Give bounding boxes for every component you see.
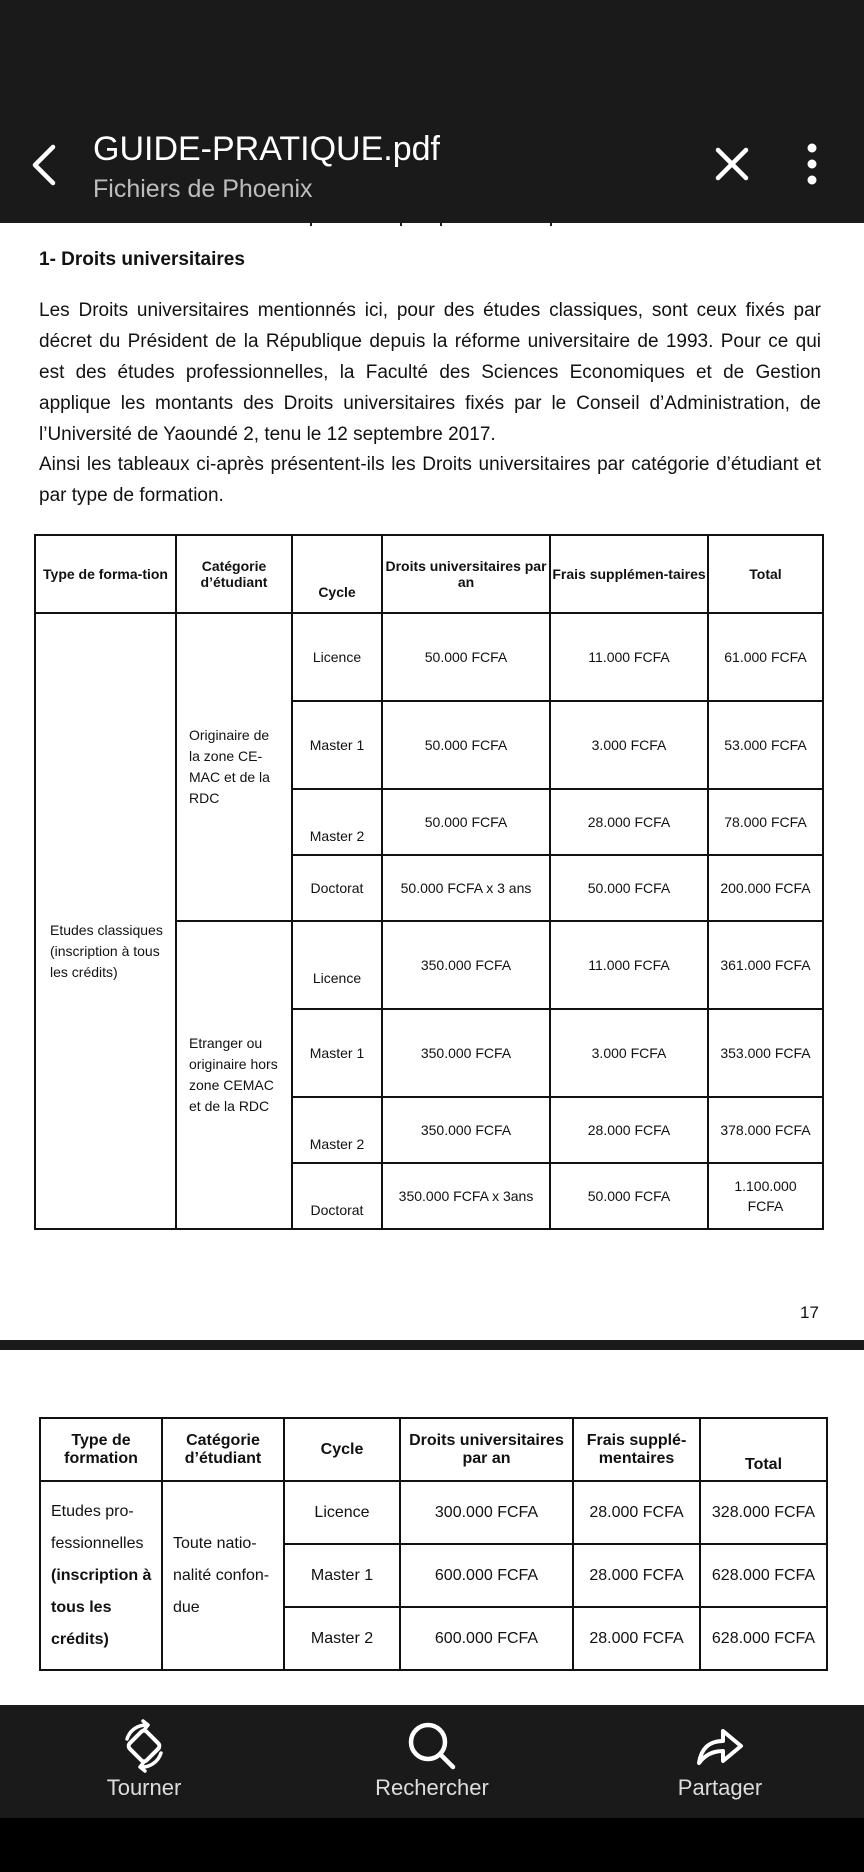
- rotate-icon: [117, 1719, 171, 1773]
- total-cell: 361.000 FCFA: [708, 921, 823, 1009]
- total-cell: 61.000 FCFA: [708, 613, 823, 701]
- frais-cell: 3.000 FCFA: [550, 1009, 708, 1097]
- cropped-text-line: [250, 223, 560, 227]
- table-header: Catégorie d’étudiant: [162, 1418, 284, 1481]
- back-arrow-icon: [29, 143, 59, 187]
- frais-cell: 50.000 FCFA: [550, 1163, 708, 1229]
- section-heading: 1- Droits universitaires: [39, 249, 245, 270]
- droits-cell: 50.000 FCFA: [382, 613, 550, 701]
- droits-cell: 50.000 FCFA: [382, 701, 550, 789]
- type-formation-cell: Etudes pro- fessionnelles (inscription à tous les crédits): [40, 1481, 162, 1670]
- cycle-cell: Licence: [292, 613, 382, 701]
- total-cell: 628.000 FCFA: [700, 1544, 827, 1607]
- table-header: Frais supplémen-taires: [550, 535, 708, 613]
- total-cell: 378.000 FCFA: [708, 1097, 823, 1163]
- table-header: Total: [708, 535, 823, 613]
- frais-cell: 28.000 FCFA: [550, 1097, 708, 1163]
- droits-cell: 50.000 FCFA x 3 ans: [382, 855, 550, 921]
- frais-cell: 3.000 FCFA: [550, 701, 708, 789]
- total-cell: 53.000 FCFA: [708, 701, 823, 789]
- frais-cell: 11.000 FCFA: [550, 613, 708, 701]
- table-header: Cycle: [292, 535, 382, 613]
- document-source: Fichiers de Phoenix: [93, 175, 313, 203]
- table-row: [40, 1481, 827, 1544]
- total-cell: 328.000 FCFA: [700, 1481, 827, 1544]
- rotate-button[interactable]: [84, 1705, 204, 1818]
- frais-cell: 50.000 FCFA: [550, 855, 708, 921]
- more-options-button[interactable]: [792, 138, 832, 190]
- table-header: Cycle: [284, 1418, 400, 1481]
- droits-cell: 350.000 FCFA: [382, 1009, 550, 1097]
- rotate-label: Tourner: [106, 1775, 182, 1800]
- cycle-cell: Doctorat: [292, 855, 382, 921]
- droits-cell: 350.000 FCFA: [382, 921, 550, 1009]
- cycle-cell: Master 1: [292, 701, 382, 789]
- back-button[interactable]: [22, 140, 66, 190]
- droits-cell: 600.000 FCFA: [400, 1607, 573, 1670]
- droits-cell: 350.000 FCFA: [382, 1097, 550, 1163]
- share-icon: [693, 1719, 747, 1773]
- search-icon: [405, 1719, 459, 1773]
- table-row: [35, 613, 823, 701]
- table-header-row: [35, 535, 823, 613]
- more-vert-icon: [806, 143, 818, 185]
- system-nav-area: [0, 1818, 864, 1872]
- frais-cell: 28.000 FCFA: [573, 1607, 700, 1670]
- table-header: Droits universitaires par an: [400, 1418, 573, 1481]
- frais-cell: 28.000 FCFA: [573, 1481, 700, 1544]
- frais-cell: 28.000 FCFA: [550, 789, 708, 855]
- document-title: GUIDE-PRATIQUE.pdf: [93, 130, 440, 168]
- page-number: 17: [800, 1303, 819, 1322]
- cycle-cell: Master 2: [292, 1097, 382, 1163]
- category-cell: Etranger ou originaire hors zone CEMAC et de la RDC: [176, 921, 292, 1229]
- paragraph: Les Droits universitaires mentionnés ici, pour des études classiques, sont ceux fixés par décret du Président de la République depuis la réforme universitaire de 1993. Pour ce qui est des études professionnelles, la Faculté des Sciences Economiques et de Gestion applique les montants des Droits universitaires fixés par le Conseil d’Administration, de l’Université de Yaoundé 2, tenu le 12 septembre 2017.: [39, 300, 821, 445]
- total-cell: 200.000 FCFA: [708, 855, 823, 921]
- category-cell: Originaire de la zone CE-MAC et de la RDC: [176, 613, 292, 921]
- search-button[interactable]: [362, 1705, 502, 1818]
- app-bar: [0, 110, 864, 223]
- table-header: Total: [700, 1418, 827, 1481]
- pdf-page-18[interactable]: [0, 1350, 864, 1705]
- pdf-page-17[interactable]: [0, 223, 864, 1340]
- paragraph: Ainsi les tableaux ci-après présentent-ils les Droits universitaires par catégorie d’étudiant et par type de formation.: [39, 454, 821, 506]
- cycle-cell: Master 2: [292, 789, 382, 855]
- droits-cell: 50.000 FCFA: [382, 789, 550, 855]
- page-separator: [0, 1340, 864, 1350]
- droits-cell: 600.000 FCFA: [400, 1544, 573, 1607]
- table-header: Catégorie d’étudiant: [176, 535, 292, 613]
- cycle-cell: Licence: [292, 921, 382, 1009]
- type-formation-cell: Etudes classiques (inscription à tous les crédits): [35, 613, 176, 1229]
- cycle-cell: Master 2: [284, 1607, 400, 1670]
- cycle-cell: Licence: [284, 1481, 400, 1544]
- bottom-action-bar: [0, 1705, 864, 1818]
- cycle-cell: Master 1: [292, 1009, 382, 1097]
- total-cell: 353.000 FCFA: [708, 1009, 823, 1097]
- frais-cell: 28.000 FCFA: [573, 1544, 700, 1607]
- fees-table-professional: [39, 1417, 828, 1671]
- status-bar: [0, 0, 864, 110]
- close-button[interactable]: [706, 138, 758, 190]
- total-cell: 78.000 FCFA: [708, 789, 823, 855]
- share-button[interactable]: [660, 1705, 780, 1818]
- search-label: Rechercher: [375, 1775, 489, 1800]
- frais-cell: 11.000 FCFA: [550, 921, 708, 1009]
- table-header: Type de formation: [40, 1418, 162, 1481]
- droits-cell: 300.000 FCFA: [400, 1481, 573, 1544]
- close-icon: [714, 146, 750, 182]
- total-cell: 628.000 FCFA: [700, 1607, 827, 1670]
- category-cell: Toute natio-nalité confon-due: [162, 1481, 284, 1670]
- share-label: Partager: [677, 1775, 763, 1800]
- cycle-cell: Master 1: [284, 1544, 400, 1607]
- table-header: Frais supplé-mentaires: [573, 1418, 700, 1481]
- table-header: Type de forma-tion: [35, 535, 176, 613]
- table-header-row: [40, 1418, 827, 1481]
- cycle-cell: Doctorat: [292, 1163, 382, 1229]
- total-cell: 1.100.000 FCFA: [708, 1163, 823, 1229]
- table-header: Droits universitaires par an: [382, 535, 550, 613]
- droits-cell: 350.000 FCFA x 3ans: [382, 1163, 550, 1229]
- fees-table-classic: [34, 534, 824, 1230]
